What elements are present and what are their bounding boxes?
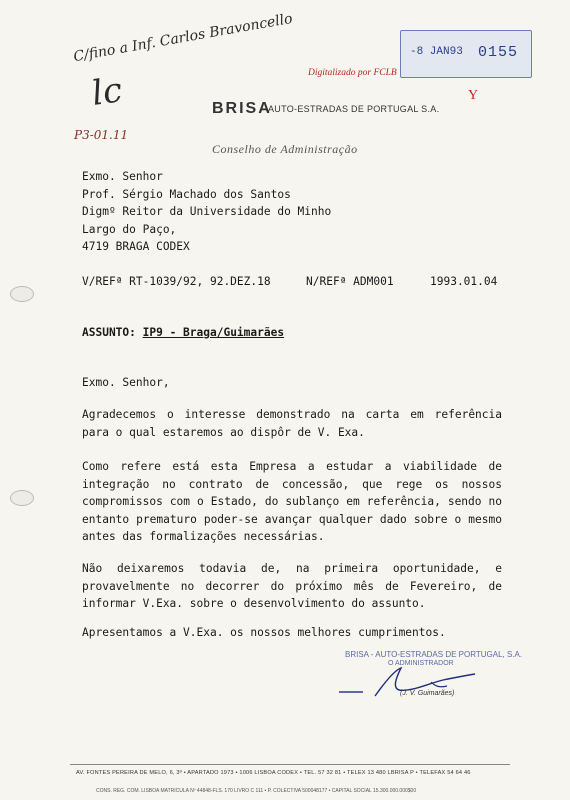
company-stamp: BRISA - AUTO-ESTRADAS DE PORTUGAL, S.A. [345, 650, 523, 659]
handwritten-initials: lc [89, 70, 125, 114]
subject-label: ASSUNTO: [82, 326, 136, 339]
stamp-number: 0155 [478, 44, 519, 61]
recipient-line: Prof. Sérgio Machado dos Santos [82, 187, 291, 201]
brand-logo: BRISA [212, 100, 272, 117]
body-paragraph: Como refere está esta Empresa a estudar a viabilidade de integração no contrato de concessão, que rege os nossos compromissos com o Estado, do sublanço em referência, sendo no entanto prematuro poder-se avançar qualquer dado sobre o mesmo antes das formalizações necessárias. [82, 460, 502, 543]
closing-paragraph: Apresentamos a V.Exa. os nossos melhores cumprimentos. [82, 626, 446, 639]
subject-line [82, 326, 284, 339]
brand-subtitle: AUTO-ESTRADAS DE PORTUGAL S.A. [268, 104, 440, 114]
footer-address: AV. FONTES PEREIRA DE MELO, 6, 3º • APARTADO 1973 • 1006 LISBOA CODEX • TEL. 57 32 81 • TELEX 13 480 LBRISA P • TELEFAX 54 64 46 [76, 770, 471, 776]
council-heading: Conselho de Administração [212, 142, 358, 156]
recipient-line: Exmo. Senhor [82, 170, 163, 183]
handwritten-note: C/fino a Inf. Carlos Bravoncello [72, 10, 294, 66]
subject-value: IP9 - Braga/Guimarães [142, 326, 285, 339]
stamp-date: -8 JAN93 [410, 46, 463, 58]
your-reference: V/REFª RT-1039/92, 92.DEZ.18 [82, 275, 271, 288]
handwritten-reference: P3-01.11 [74, 128, 129, 142]
stamp-red-mark: Y [468, 88, 479, 103]
recipient-block [82, 168, 331, 256]
digitalized-notice: Digitalizado por FCLB [308, 68, 397, 78]
punch-hole [10, 490, 34, 506]
body-paragraph: Não deixaremos todavia de, na primeira oportunidade, e provavelmente no decorrer do próximo mês de Fevereiro, de informar V.Exa. sobre o desenvolvimento do assunto. [82, 562, 502, 610]
footer-registration: CONS. REG. COM. LISBOA MATRICULA Nº 44848-FLS. 170 LIVRO C 111 • P. COLECTIVA 500048177 • CAPITAL SOCIAL 15.300.000.000$00 [96, 788, 417, 794]
greeting: Exmo. Senhor, [82, 376, 170, 389]
body-paragraph: Agradecemos o interesse demonstrado na carta em referência para o qual estaremos ao dispôr de V. Exa. [82, 408, 502, 439]
our-reference: N/REFª ADM001 [306, 275, 394, 288]
signatory-role: O ADMINISTRADOR [388, 660, 454, 667]
signatory-name: (J. V. Guimarães) [400, 690, 455, 697]
recipient-line: 4719 BRAGA CODEX [82, 240, 190, 253]
recipient-line: Digmº Reitor da Universidade do Minho [82, 205, 332, 218]
footer-divider [70, 764, 510, 765]
punch-hole [10, 286, 34, 302]
recipient-line: Largo do Paço, [82, 222, 177, 236]
letter-date: 1993.01.04 [430, 275, 498, 288]
